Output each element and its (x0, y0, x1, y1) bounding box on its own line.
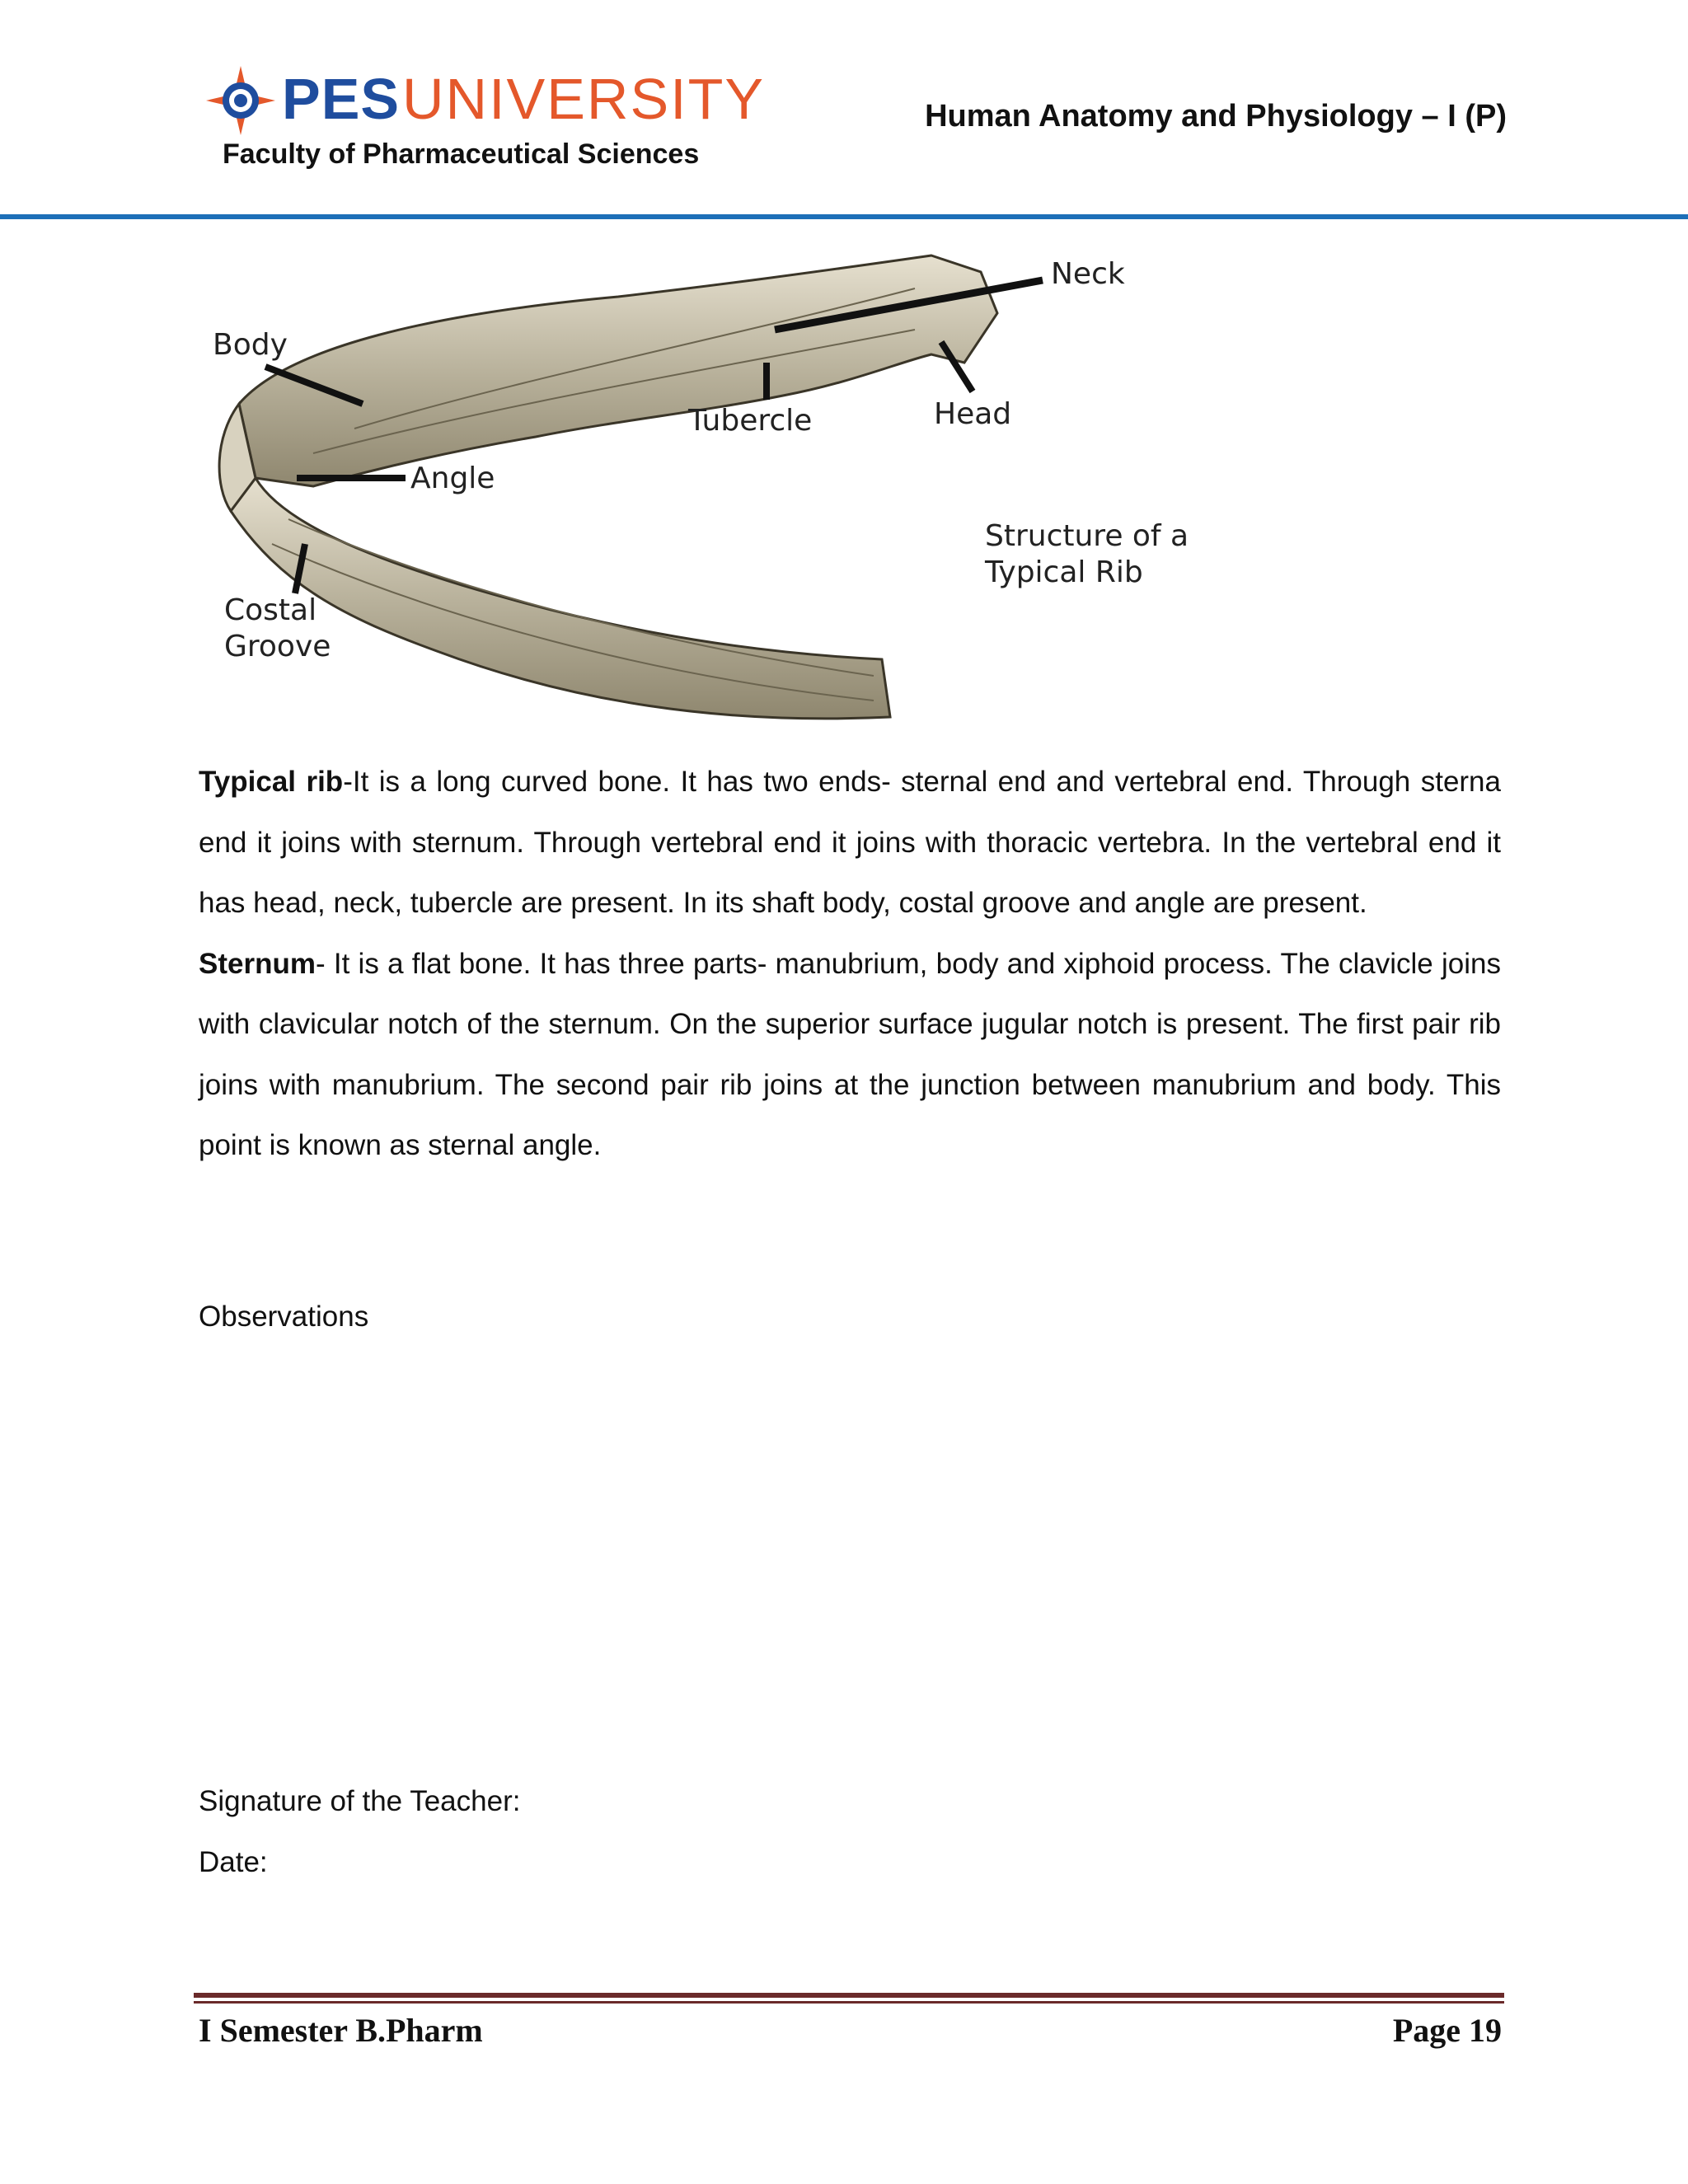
body-text (199, 752, 1501, 1176)
label-head: Head (934, 397, 1012, 431)
typical-rib-description: -It is a long curved bone. It has two ends- sternal end and vertebral end. Through sterna end it joins with sternum. Through vertebral end it joins with thoracic vertebra. In the vertebral end it has head, neck, tubercle are present. In its shaft body, costal groove and angle are present. (199, 766, 1501, 919)
typical-rib-figure (190, 239, 1261, 742)
footer-divider (194, 1993, 1504, 1998)
pes-university-logo (206, 64, 766, 138)
faculty-name: Faculty of Pharmaceutical Sciences (223, 138, 700, 170)
typical-rib-term: Typical rib (199, 766, 344, 798)
pes-emblem-icon (206, 66, 275, 135)
footer-divider-thin (194, 2001, 1504, 2004)
figure-caption-line1: Structure of a (985, 519, 1189, 553)
page-header (0, 0, 1688, 223)
label-tubercle: Tubercle (688, 404, 813, 438)
label-costal-line1: Costal (224, 593, 317, 627)
footer-semester: I Semester B.Pharm (199, 2012, 483, 2049)
sternum-paragraph (199, 934, 1501, 1176)
sternum-term: Sternum (199, 947, 316, 980)
observations-heading: Observations (199, 1301, 369, 1333)
label-costal-line2: Groove (224, 630, 331, 663)
label-neck: Neck (1051, 257, 1125, 291)
footer-page-number: Page 19 (1392, 2012, 1502, 2049)
typical-rib-paragraph (199, 752, 1501, 934)
figure-caption-line2: Typical Rib (985, 555, 1143, 589)
header-divider (0, 214, 1688, 219)
logo-university-text: UNIVERSITY (402, 67, 766, 131)
label-angle: Angle (410, 462, 495, 495)
date-label: Date: (199, 1846, 268, 1878)
rib-illustration (190, 239, 1261, 742)
teacher-signature-label: Signature of the Teacher: (199, 1785, 521, 1817)
course-title: Human Anatomy and Physiology – I (P) (925, 99, 1507, 134)
label-body: Body (213, 328, 288, 362)
sternum-description: - It is a flat bone. It has three parts- manubrium, body and xiphoid process. The clavicle joins with clavicular notch of the sternum. On the superior surface jugular notch is present. The first pair rib joins with manubrium. The second pair rib joins at the junction between manubrium and body. This point is known as sternal angle. (199, 947, 1501, 1161)
logo-pes-text: PES (282, 67, 401, 131)
